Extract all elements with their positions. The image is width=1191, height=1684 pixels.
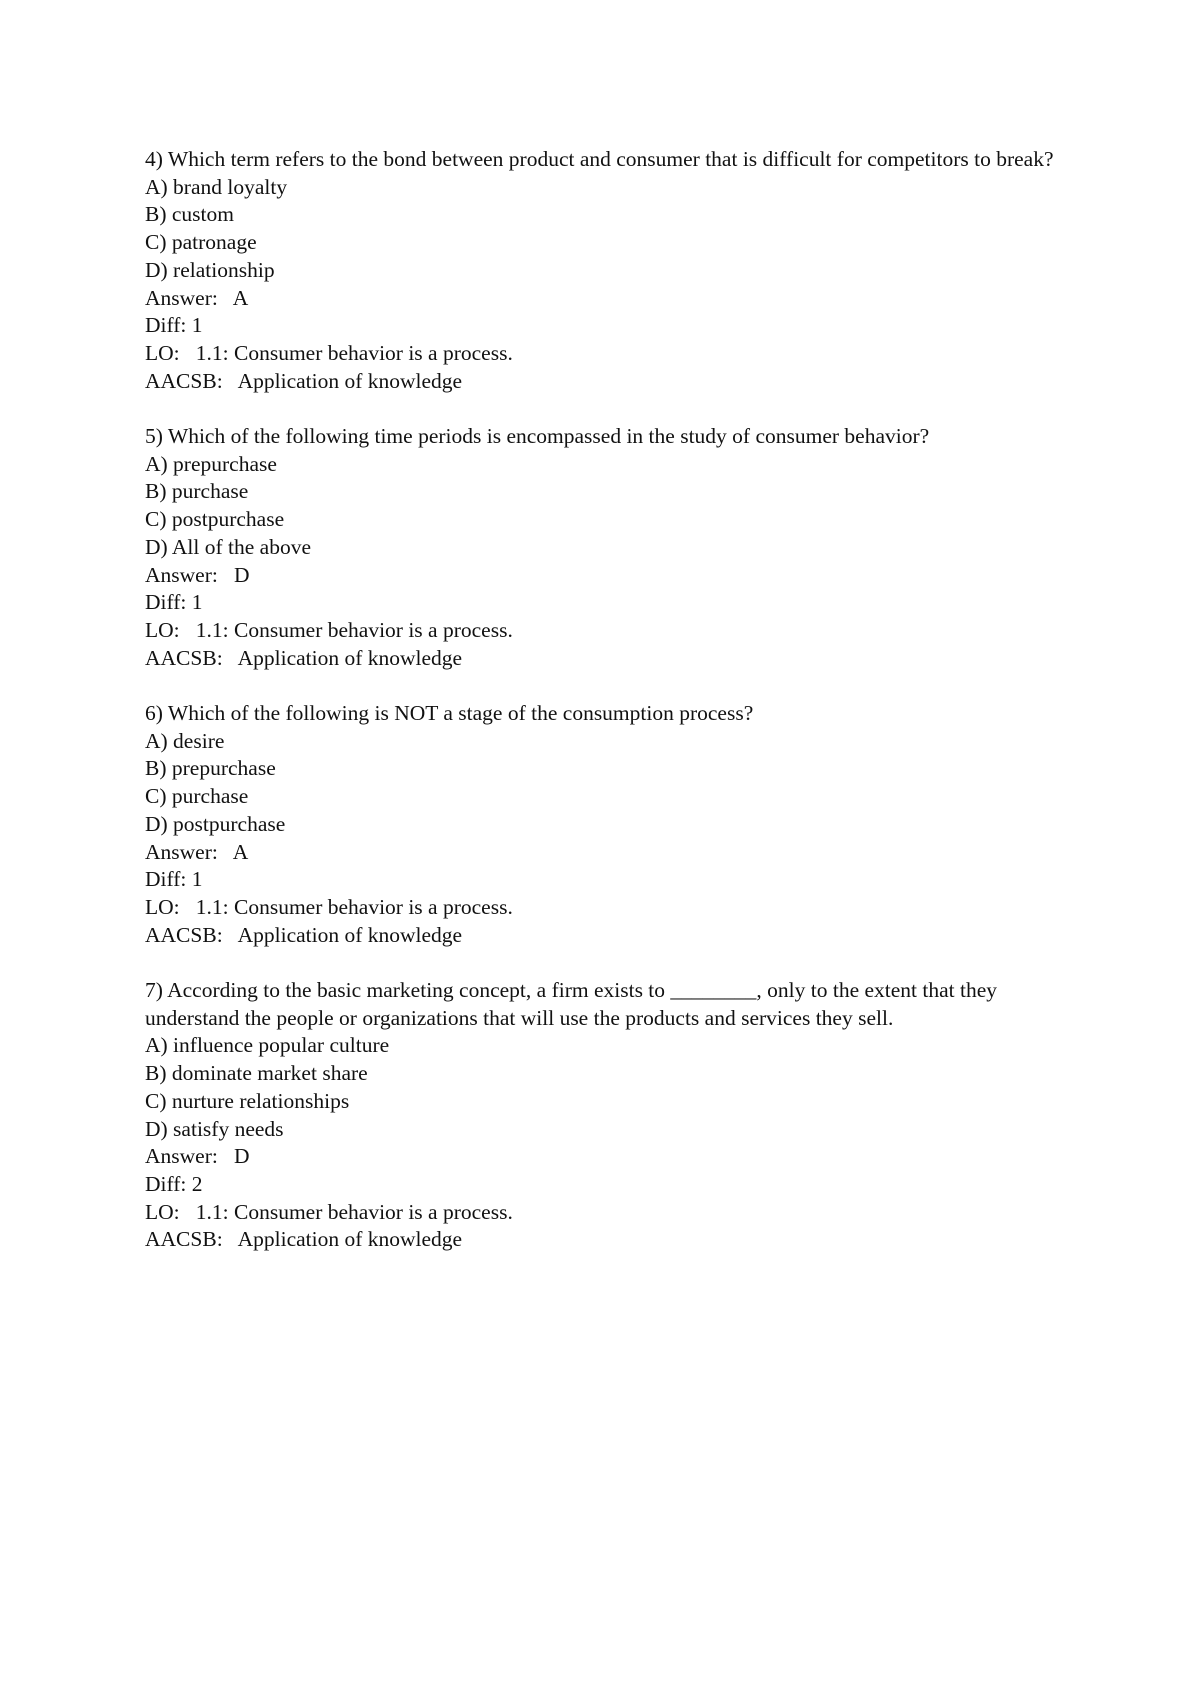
answer: Answer: D [145,1144,250,1169]
option-a: A) prepurchase [145,451,277,476]
difficulty: Diff: 1 [145,867,203,892]
learning-objective: LO: 1.1: Consumer behavior is a process. [145,1199,513,1224]
answer: Answer: D [145,562,250,587]
question-4 [145,146,1085,395]
aacsb: AACSB: Application of knowledge [145,368,463,393]
question-stem: 6) Which of the following is NOT a stage of the consumption process? [145,701,754,726]
option-c: C) postpurchase [145,507,285,532]
option-b: B) prepurchase [145,756,276,781]
option-d: D) satisfy needs [145,1116,284,1141]
question-stem: 5) Which of the following time periods is encompassed in the study of consumer behavior? [145,424,930,449]
question-stem: 4) Which term refers to the bond between product and consumer that is difficult for competitors to break? [145,147,1054,171]
document-page [145,146,1085,1282]
question-stem: 7) According to the basic marketing concept, a firm exists to ________, only to the extent that they understand the people or organizations that will use the products and services they sell. [145,978,1003,1030]
option-b: B) purchase [145,479,249,504]
option-b: B) dominate market share [145,1061,368,1086]
difficulty: Diff: 2 [145,1171,203,1196]
learning-objective: LO: 1.1: Consumer behavior is a process. [145,340,513,365]
option-c: C) patronage [145,230,257,255]
option-a: A) desire [145,728,225,753]
option-a: A) influence popular culture [145,1033,390,1058]
question-5 [145,423,1085,672]
question-7 [145,977,1085,1254]
answer: Answer: A [145,285,249,310]
learning-objective: LO: 1.1: Consumer behavior is a process. [145,894,513,919]
aacsb: AACSB: Application of knowledge [145,922,463,947]
option-b: B) custom [145,202,234,227]
option-a: A) brand loyalty [145,174,288,199]
answer: Answer: A [145,839,249,864]
difficulty: Diff: 1 [145,590,203,615]
option-c: C) nurture relationships [145,1088,350,1113]
difficulty: Diff: 1 [145,313,203,338]
option-d: D) relationship [145,257,275,282]
option-d: D) All of the above [145,534,311,559]
aacsb: AACSB: Application of knowledge [145,645,463,670]
question-6 [145,700,1085,949]
aacsb: AACSB: Application of knowledge [145,1227,463,1252]
option-c: C) purchase [145,784,249,809]
learning-objective: LO: 1.1: Consumer behavior is a process. [145,617,513,642]
option-d: D) postpurchase [145,811,286,836]
